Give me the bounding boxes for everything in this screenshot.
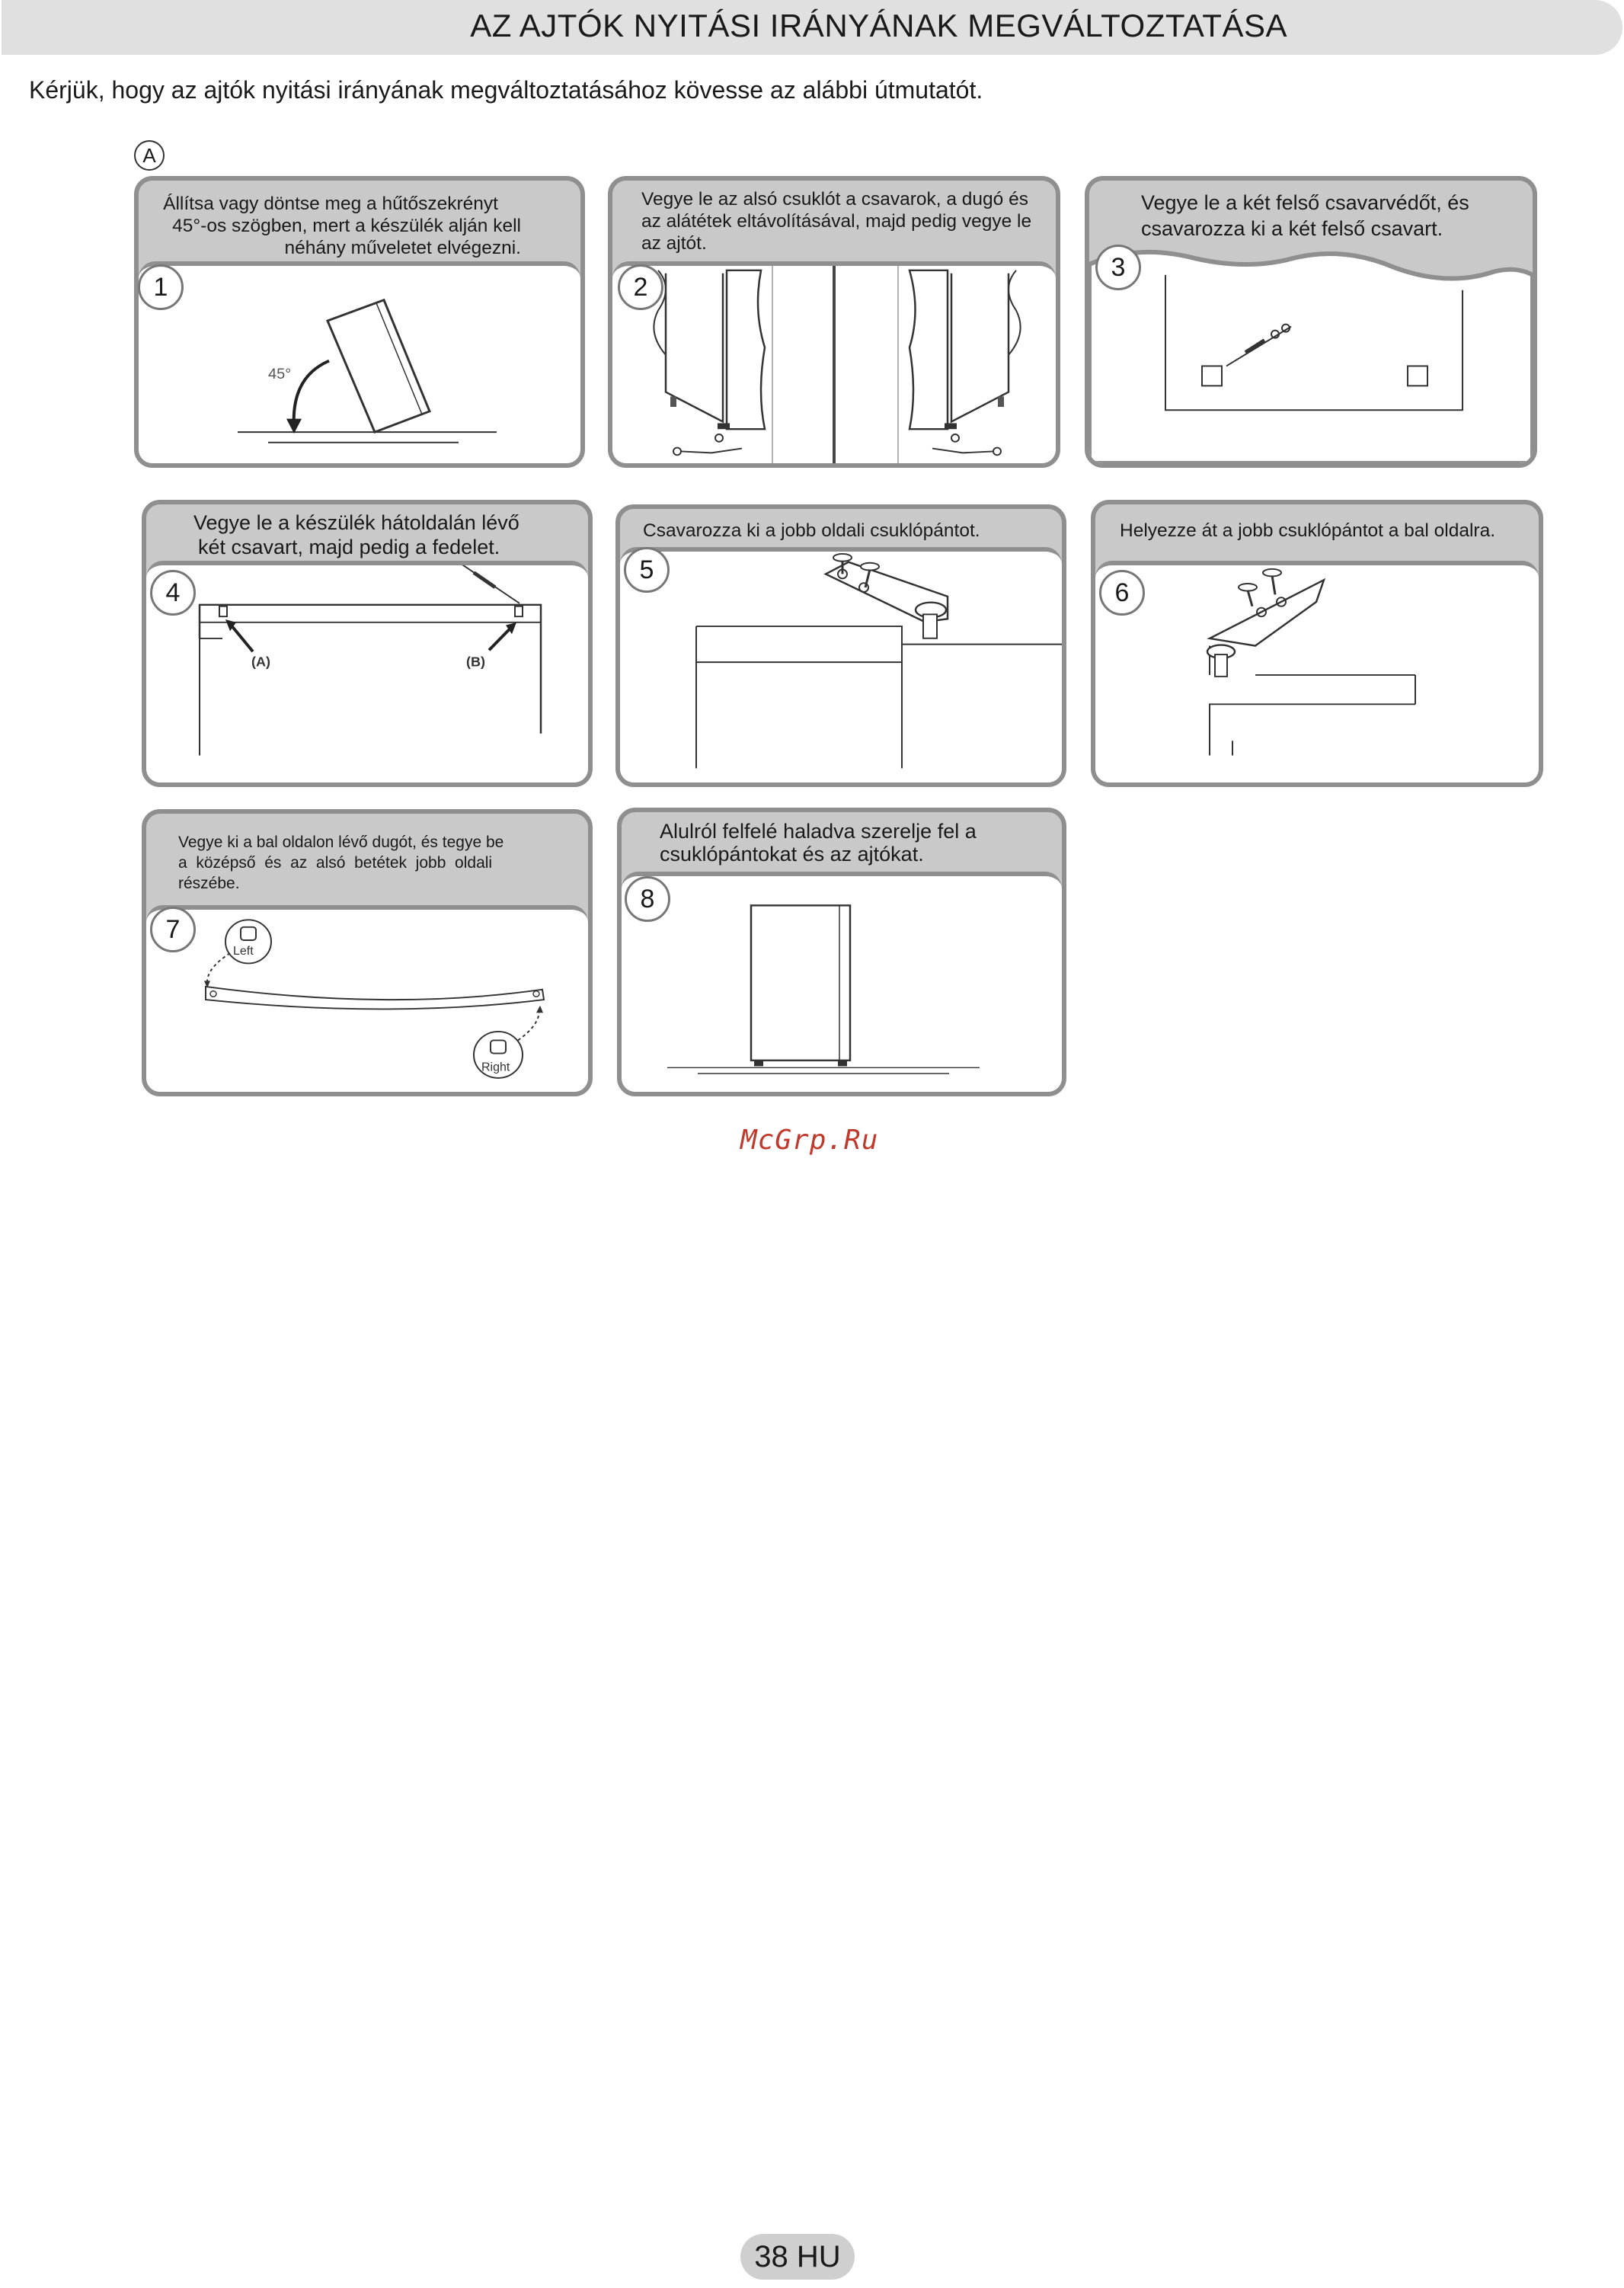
- page-number: 38 HU: [740, 2234, 855, 2280]
- watermark-text: McGrp.Ru: [740, 1125, 879, 1156]
- step-5-panel: [615, 504, 1066, 787]
- section-marker: A: [134, 140, 165, 171]
- step-7-number: 7: [150, 907, 196, 952]
- step-3-number: 3: [1095, 245, 1141, 290]
- step-2-illustration: [612, 261, 1056, 463]
- step-8-number: 8: [625, 876, 670, 922]
- intro-text: Kérjük, hogy az ajtók nyitási irányának megváltoztatásához kövesse az alábbi útmutatót.: [29, 76, 983, 104]
- step-8-text: Alulról felfelé haladva szerelje fel a csuklópántokat és az ajtókat.: [660, 820, 977, 866]
- step-8-illustration: [622, 872, 1062, 1092]
- step-8-panel: [617, 808, 1066, 1096]
- step-4-number: 4: [150, 570, 196, 616]
- step-7-panel: [142, 809, 593, 1096]
- step-1-panel: [134, 176, 585, 468]
- step-1-number: 1: [138, 264, 184, 310]
- step-5-illustration: [620, 547, 1062, 782]
- step-1-text: Állítsa vagy döntse meg a hűtőszekrényt 45°-os szögben, mert a készülék alján kell néhány műveletet elvégezni.: [163, 194, 521, 258]
- screw-a-label: (A): [251, 654, 270, 670]
- screw-b-label: (B): [466, 654, 485, 670]
- left-plug-label: Left: [233, 945, 254, 958]
- step-5-text: Csavarozza ki a jobb oldali csuklópántot.: [643, 520, 980, 541]
- step-6-illustration: [1095, 561, 1539, 782]
- step-6-text: Helyezze át a jobb csuklópántot a bal oldalra.: [1120, 520, 1496, 541]
- step-6-number: 6: [1099, 570, 1145, 616]
- page-header: [2, 0, 1622, 55]
- step-7-text: Vegye ki a bal oldalon lévő dugót, és tegye be a középső és az alsó betétek jobb oldali részébe.: [178, 834, 504, 892]
- step-1-illustration: [139, 261, 580, 463]
- step-3-text: Vegye le a két felső csavarvédőt, és csavarozza ki a két felső csavart.: [1141, 191, 1469, 240]
- step-2-panel: [608, 176, 1060, 468]
- right-plug-label: Right: [481, 1061, 510, 1074]
- step-4-illustration: [146, 561, 588, 782]
- step-6-panel: [1091, 500, 1543, 787]
- page-title: AZ AJTÓK NYITÁSI IRÁNYÁNAK MEGVÁLTOZTATÁSA: [470, 8, 1287, 43]
- step-2-number: 2: [618, 264, 663, 310]
- angle-label: 45°: [268, 366, 292, 382]
- step-3-panel: [1085, 176, 1537, 468]
- step-7-illustration: [146, 905, 588, 1092]
- step-4-panel: [142, 500, 593, 787]
- step-2-text: Vegye le az alsó csuklót a csavarok, a dugó és az alátétek eltávolításával, majd pedig vegye le az ajtót.: [641, 189, 1032, 254]
- step-4-text: Vegye le a készülék hátoldalán lévő két csavart, majd pedig a fedelet.: [193, 511, 519, 558]
- step-5-number: 5: [624, 547, 670, 593]
- step-3-illustration: [1089, 245, 1533, 463]
